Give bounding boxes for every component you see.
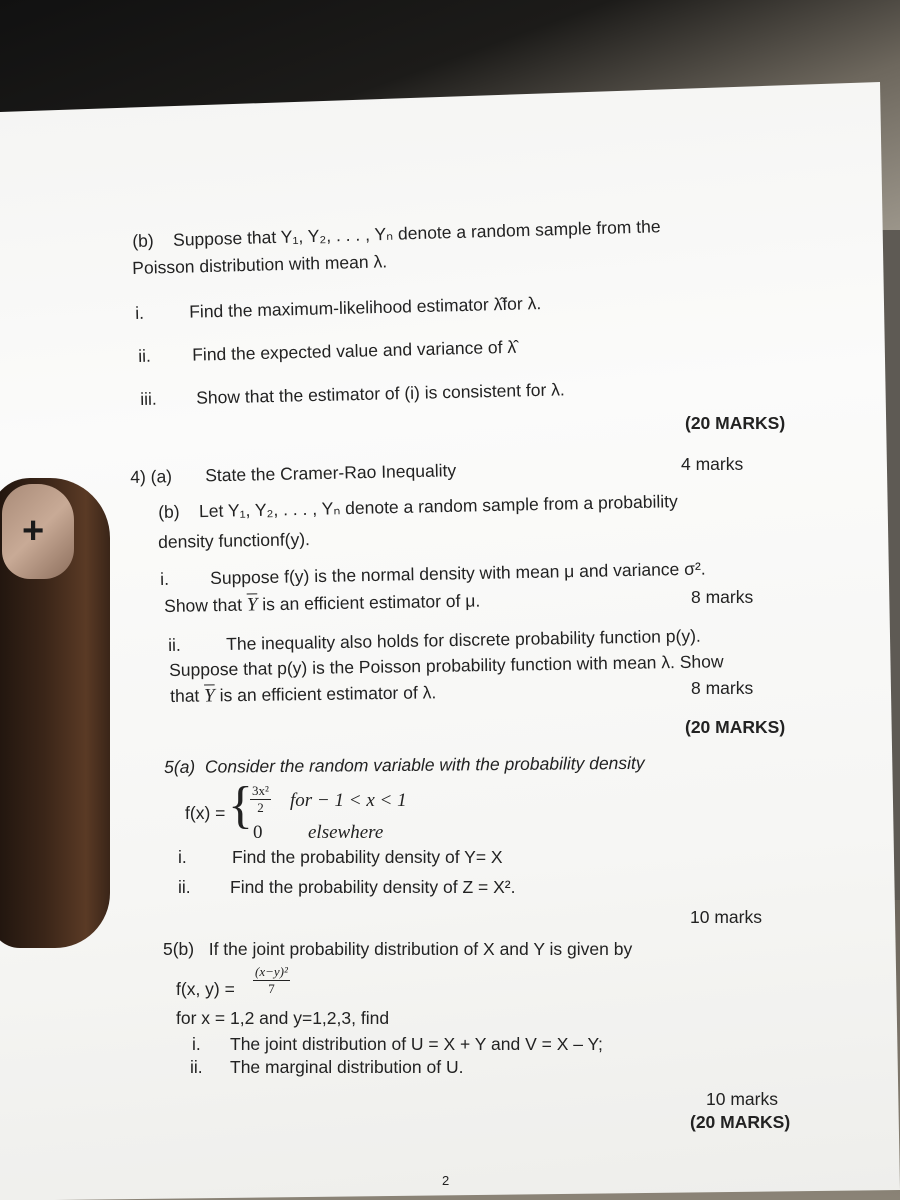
item-text-pre: that [170, 685, 200, 706]
item-text: Find the expected value and variance of λ̂ [191, 336, 517, 365]
q3b-intro-line2: Poisson distribution with mean λ. [132, 251, 388, 278]
item-text: The marginal distribution of U. [230, 1057, 464, 1077]
item-text: The inequality also holds for discrete probability function p(y). [225, 625, 701, 654]
q4b-label: (b) [158, 501, 180, 522]
q4b-item-i-line1 [160, 558, 706, 590]
item-number: i. [160, 568, 170, 589]
q4b-text: Let Y₁, Y₂, . . . , Yₙ denote a random sample from a probability [198, 491, 678, 522]
q5a-marks: 10 marks [690, 907, 762, 927]
q5a-brace: { [228, 777, 253, 834]
item-number: i. [178, 847, 187, 867]
item-number: ii. [138, 345, 152, 366]
item-text: Find the probability density of Y= X [232, 847, 503, 867]
q5b-intro [163, 939, 632, 960]
page-number: 2 [442, 1173, 450, 1188]
item-text-post: is an efficient estimator of μ. [262, 590, 481, 615]
fraction-denominator: 2 [257, 800, 264, 815]
item-text: Find the probability density of Z = X². [230, 877, 516, 897]
ybar-symbol: $\overline{Y}$ [204, 685, 215, 707]
fraction-numerator: 3x² [252, 783, 269, 798]
q4a-line [130, 460, 457, 488]
q3b-label: (b) [132, 230, 154, 251]
q5b-total-marks: (20 MARKS) [690, 1112, 791, 1132]
q4b-item-ii-line1 [168, 625, 701, 656]
q4-label: 4) (a) [130, 466, 173, 487]
q4a-text: State the Cramer-Rao Inequality [204, 460, 457, 486]
item-text-post: is an efficient estimator of λ. [219, 682, 437, 706]
q5b-label: 5(b) [163, 939, 195, 959]
fraction-numerator: (x−y)² [255, 964, 288, 979]
q5b-domain: for x = 1,2 and y=1,2,3, find [176, 1008, 390, 1028]
q5b-marks: 10 marks [706, 1089, 778, 1109]
item-number: i. [135, 302, 145, 323]
q5b-intro-text: If the joint probability distribution of X and Y is given by [208, 939, 633, 959]
q5b-fxy-label: f(x, y) = [176, 979, 235, 999]
q5a-intro [164, 753, 645, 778]
q4b-line2: density functionf(y). [158, 529, 311, 552]
item-number: ii. [168, 634, 181, 655]
q5a-item-i [178, 847, 503, 868]
item-text: Show that the estimator of (i) is consistent for λ. [195, 379, 565, 408]
q5a-zero: 0 [253, 822, 263, 843]
q3b-intro-line1: Suppose that Y₁, Y₂, . . . , Yₙ denote a random sample from the [172, 216, 661, 250]
q5a-case1: for − 1 < x < 1 [290, 790, 407, 811]
q5a-fraction [250, 783, 271, 816]
q3b-item-iii [140, 379, 565, 410]
q4b-item-ii-line2: Suppose that p(y) is the Poisson probability function with mean λ. Show [169, 651, 724, 680]
item-number: ii. [190, 1057, 203, 1077]
q5a-item-ii [178, 877, 516, 898]
item-text-pre: Show that [164, 594, 243, 616]
fraction-denominator: 7 [268, 981, 275, 996]
q5a-fx-label: f(x) = [185, 803, 226, 823]
q4b-item-i-marks: 8 marks [691, 587, 754, 607]
item-text: Suppose f(y) is the normal density with mean μ and variance σ². [209, 558, 706, 589]
q4-total-marks: (20 MARKS) [685, 717, 786, 737]
q4a-marks: 4 marks [681, 454, 744, 474]
q4b-item-ii-line3 [170, 682, 436, 708]
item-number: ii. [178, 877, 191, 897]
ybar-symbol: $\overline{Y}$ [246, 594, 258, 616]
item-number: i. [192, 1034, 201, 1054]
q5b-item-i [192, 1034, 603, 1055]
q5a-case2: elsewhere [308, 822, 384, 843]
q3b-item-ii [138, 336, 517, 367]
item-number: iii. [140, 388, 157, 409]
q5a-label: 5(a) [164, 756, 196, 777]
q5b-item-ii [190, 1057, 464, 1078]
q3b-item-i [135, 293, 542, 324]
q3b-total-marks: (20 MARKS) [685, 413, 786, 433]
item-text: The joint distribution of U = X + Y and V = X – Y; [230, 1034, 603, 1054]
plus-mark-icon: + [22, 510, 45, 552]
q5a-intro-text: Consider the random variable with the probability density [204, 752, 645, 777]
q4b-item-ii-marks: 8 marks [691, 678, 754, 698]
q5b-fraction [253, 964, 290, 997]
item-text: Find the maximum-likelihood estimator λ̂for λ. [188, 293, 542, 322]
